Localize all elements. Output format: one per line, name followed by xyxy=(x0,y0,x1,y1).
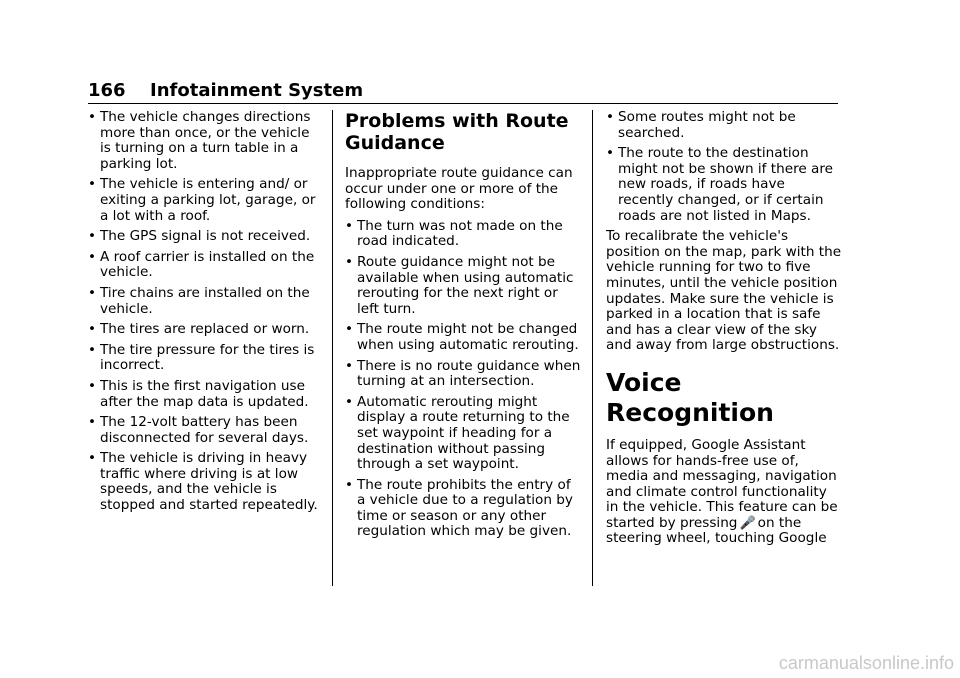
list-item: • This is the first navigation use after the map data is updated. xyxy=(88,379,324,410)
route-guidance-list-continued xyxy=(606,110,842,224)
voice-recognition-heading: Voice Recognition xyxy=(606,367,774,427)
list-item: • The vehicle is entering and/ or exiting a parking lot, garage, or a lot with a roof. xyxy=(88,177,324,224)
column-middle xyxy=(345,110,581,545)
page-header xyxy=(88,80,838,104)
list-item: • The route might not be changed when using automatic rerouting. xyxy=(345,322,581,353)
page-number: 166 xyxy=(88,80,126,101)
route-guidance-heading: Problems with Route Guidance xyxy=(345,110,569,154)
column-divider xyxy=(592,110,593,586)
voice-text-after: on the steering wheel, touching Google xyxy=(606,514,827,547)
list-item: • The tires are replaced or worn. xyxy=(88,322,324,338)
list-item: • Tire chains are installed on the vehicle. xyxy=(88,286,324,317)
voice-recognition-paragraph xyxy=(606,438,842,547)
list-item: • The turn was not made on the road indicated. xyxy=(345,219,581,250)
list-item: • Route guidance might not be available when using automatic rerouting for the next right or left turn. xyxy=(345,255,581,317)
route-guidance-intro: Inappropriate route guidance can occur under one or more of the following conditions: xyxy=(345,165,573,213)
list-item: • The vehicle changes directions more than once, or the vehicle is turning on a turn table in a parking lot. xyxy=(88,110,324,172)
list-item: • Automatic rerouting might display a route returning to the set waypoint if heading for a destination without passing through a set waypoint. xyxy=(345,395,581,473)
column-left xyxy=(88,110,324,519)
list-item: • The vehicle is driving in heavy traffic where driving is at low speeds, and the vehicle is stopped and started repeatedly. xyxy=(88,451,324,513)
column-right xyxy=(606,110,842,553)
page-section-title: Infotainment System xyxy=(150,80,364,101)
list-item: • The tire pressure for the tires is incorrect. xyxy=(88,343,324,374)
list-item: • There is no route guidance when turning at an intersection. xyxy=(345,359,581,390)
steering-wheel-voice-icon: 🎤 xyxy=(739,515,756,531)
column-divider xyxy=(332,110,333,586)
list-item: • The GPS signal is not received. xyxy=(88,229,324,245)
conditions-list xyxy=(88,110,324,514)
list-item: • The route prohibits the entry of a vehicle due to a regulation by time or season or any other regulation which may be given. xyxy=(345,478,581,540)
watermark: carmanualsonline.info xyxy=(778,653,954,673)
list-item: • A roof carrier is installed on the vehicle. xyxy=(88,250,324,281)
voice-text-before: If equipped, Google Assistant allows for hands-free use of, media and messaging, navigation and climate control functionality in the vehicle. This feature can be started by pressing xyxy=(606,436,838,531)
list-item: • Some routes might not be searched. xyxy=(606,110,842,141)
list-item: • The 12-volt battery has been disconnected for several days. xyxy=(88,415,324,446)
recalibrate-paragraph: To recalibrate the vehicle's position on the map, park with the vehicle running for two to five minutes, until the vehicle position updates. Make sure the vehicle is parked in a location that is safe and has a clear view of the sky and away from large obstructions. xyxy=(606,228,842,354)
list-item: • The route to the destination might not be shown if there are new roads, if roads have recently changed, or if certain roads are not listed in Maps. xyxy=(606,146,842,224)
route-guidance-list xyxy=(345,219,581,540)
